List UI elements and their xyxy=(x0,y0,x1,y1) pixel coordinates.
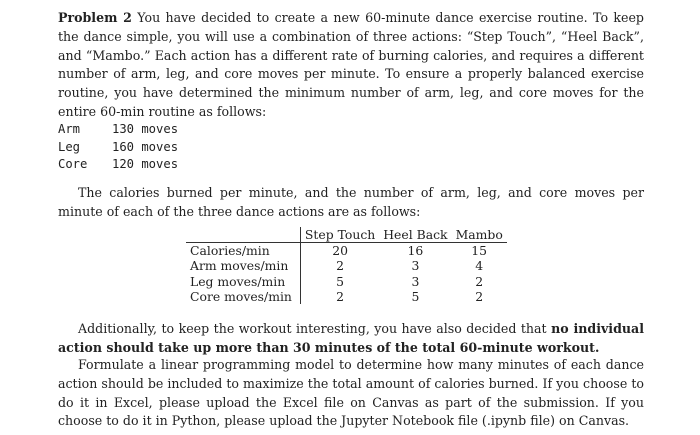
dance-actions-table xyxy=(186,227,507,304)
table-header-cell: Step Touch xyxy=(300,227,379,243)
table-cell: 20 xyxy=(332,243,348,259)
moves-row-arm xyxy=(58,121,178,139)
minimum-moves-list xyxy=(58,121,178,174)
calories-intro-paragraph xyxy=(58,184,644,222)
table-header-cell: Mambo xyxy=(452,227,507,243)
table-row xyxy=(186,258,507,273)
table-row xyxy=(186,274,507,289)
moves-row-core xyxy=(58,156,178,174)
moves-name: Leg xyxy=(58,139,81,154)
table-row-label: Core moves/min xyxy=(186,289,300,304)
table-row-label: Calories/min xyxy=(186,243,300,259)
calories-intro-text: The calories burned per minute, and the number of arm, leg, and core moves per minute of each of the three dance actions are as follows: xyxy=(58,185,644,219)
table-header-cell: Heel Back xyxy=(379,227,451,243)
problem-label: Problem 2 xyxy=(58,10,132,25)
moves-row-leg xyxy=(58,139,178,157)
moves-name: Arm xyxy=(58,122,81,136)
table-cell: 3 xyxy=(411,273,420,289)
formulate-text: Formulate a linear programming model to determine how many minutes of each dance action should be included to maximize the total amount of calories burned. If you choose to do it in Excel, please upload the Excel file on Canvas as part of the submission. If you choose to do it in Python, please upload the Jupyter Notebook file (.ipynb file) on Canvas. xyxy=(58,357,644,429)
table-cell: 4 xyxy=(475,258,484,274)
table-cell: 2 xyxy=(475,273,484,289)
additional-bold-text: no individual action should take up more than 30 minutes of the total 60-minute workout. xyxy=(58,321,644,355)
table-cell: 2 xyxy=(336,288,345,304)
additional-constraint-paragraph xyxy=(58,320,644,358)
table-row-label: Arm moves/min xyxy=(186,258,300,273)
problem-intro-paragraph xyxy=(58,9,644,122)
table-cell: 15 xyxy=(471,243,488,259)
table-cell: 16 xyxy=(407,243,424,259)
problem-intro-text: You have decided to create a new 60-minute dance exercise routine. To keep the dance simple, you will use a combination of three actions: “Step Touch”, “Heel Back”, and “Mambo.” Each action has a different rate of burning calories, and requires a different number of arm, leg, and core moves per minute. To ensure a properly balanced exercise routine, you have determined the minimum number of arm, leg, and core moves for the entire 60-min routine as follows: xyxy=(58,10,644,119)
table-cell: 3 xyxy=(411,258,420,274)
table-row xyxy=(186,289,507,304)
moves-value: 130 moves xyxy=(112,122,179,136)
formulate-paragraph xyxy=(58,356,644,431)
table-cell: 5 xyxy=(336,273,345,289)
moves-name: Core xyxy=(58,157,88,171)
table-header-row xyxy=(186,227,507,243)
moves-value: 120 moves xyxy=(112,157,179,171)
moves-value: 160 moves xyxy=(112,139,179,154)
table-corner-cell xyxy=(186,227,300,243)
table-cell: 2 xyxy=(475,288,484,304)
table-cell: 5 xyxy=(411,288,420,304)
table-cell: 2 xyxy=(336,258,345,274)
additional-text: Additionally, to keep the workout interesting, you have also decided that xyxy=(78,321,552,336)
table-row xyxy=(186,243,507,259)
table-row-label: Leg moves/min xyxy=(186,274,300,289)
